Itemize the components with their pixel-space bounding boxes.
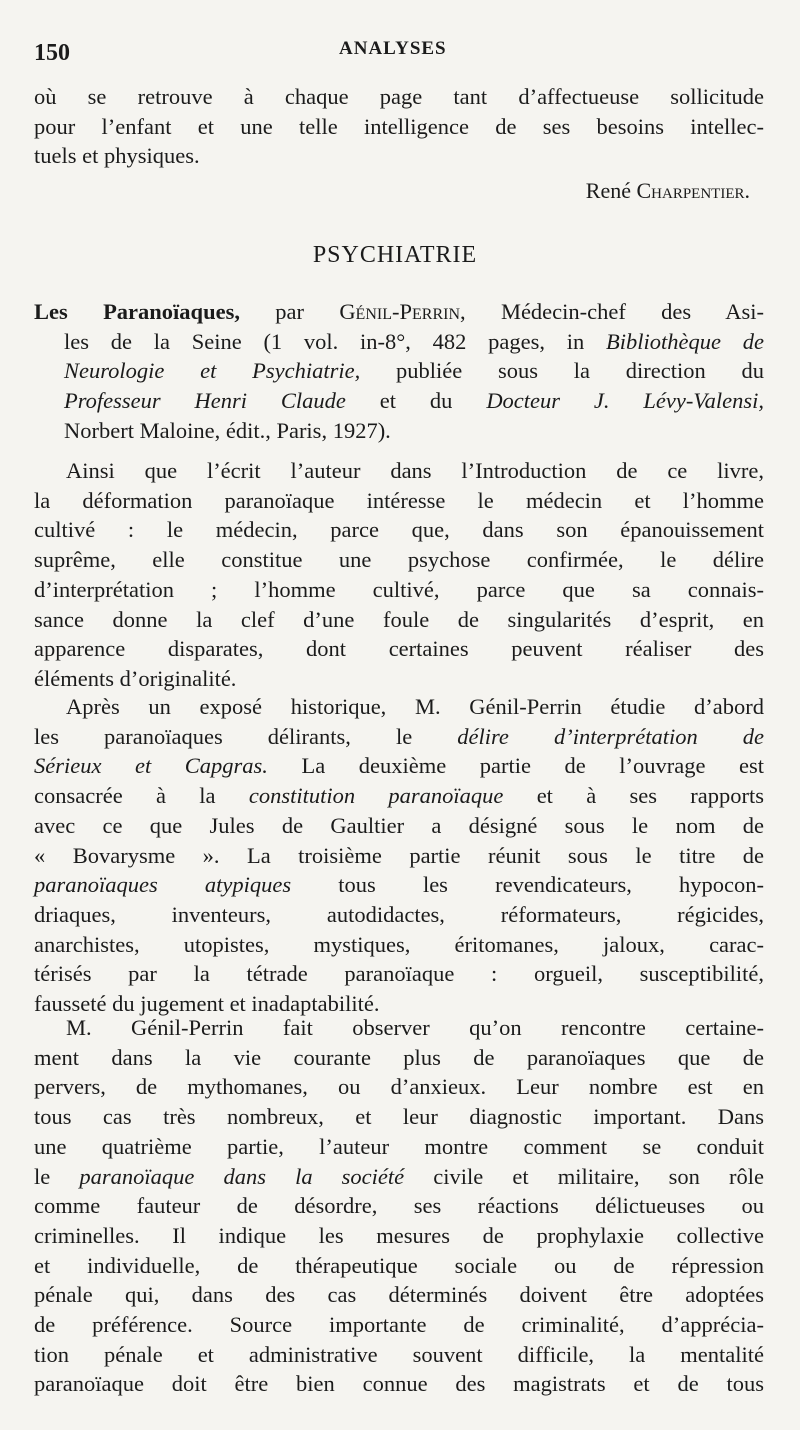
text-line: pénale qui, dans des cas déterminés doivent être adoptées [34, 1282, 764, 1308]
text-line: éléments d’originalité. [34, 665, 237, 691]
text-line: tous cas très nombreux, et leur diagnostic important. Dans [34, 1104, 764, 1130]
text-line: le paranoïaque dans la société civile et militaire, son rôle [34, 1163, 764, 1189]
text-line: « Bovarysme ». La troisième partie réunit sous le titre de [34, 842, 764, 868]
text-line: Les Paranoïaques, par Génil-Perrin, Médecin-chef des Asi- [34, 299, 764, 324]
text-line: sance donne la clef d’une foule de singularités d’esprit, en [34, 606, 764, 632]
doctor-name: Docteur J. Lévy-Valensi, [486, 388, 764, 414]
text-line: apparence disparates, dont certaines peuvent réaliser des [34, 636, 764, 662]
text-line: et individuelle, de thérapeutique sociale ou de répression [34, 1252, 764, 1278]
text-line: paranoïaques atypiques tous les revendicateurs, hypocon- [34, 872, 765, 898]
text-line: fausseté du jugement et inadaptabilité. [34, 991, 380, 1017]
text-line: les de la Seine (1 vol. in-8°, 482 pages, in Bibliothèque de [64, 328, 764, 354]
book-title: Les Paranoïaques, [34, 299, 240, 324]
section-title: PSYCHIATRIE [312, 242, 478, 268]
series-title-cont: Neurologie et Psychiatrie, [64, 358, 361, 384]
paragraph-3 [34, 1013, 764, 1399]
author-name: Génil-Perrin, [339, 299, 466, 324]
text-line: consacrée à la constitution paranoïaque et à ses rapports [34, 783, 765, 809]
text-line: les paranoïaques délirants, le délire d’interprétation de [34, 723, 764, 749]
text-line: tuels et physiques. [34, 143, 200, 169]
text-line: où se retrouve à chaque page tant d’affectueuse sollicitude [34, 84, 764, 109]
page-number: 150 [34, 40, 70, 66]
text-line: Ainsi que l’écrit l’auteur dans l’Introduction de ce livre, [66, 458, 764, 483]
running-head: ANALYSES [339, 38, 447, 59]
text-line: la déformation paranoïaque intéresse le médecin et l’homme [34, 487, 764, 513]
text-line: térisés par la tétrade paranoïaque : orgueil, susceptibilité, [34, 961, 764, 987]
text-line: pour l’enfant et une telle intelligence de ses besoins intellec- [34, 113, 764, 139]
page-header [34, 36, 760, 70]
text-line: une quatrième partie, l’auteur montre comment se conduit [34, 1133, 764, 1159]
text-line: Neurologie et Psychiatrie, publiée sous la direction du [64, 358, 764, 384]
text-line: criminelles. Il indique les mesures de prophylaxie collective [34, 1222, 764, 1248]
paragraph-1 [34, 456, 764, 694]
series-title: Bibliothèque de [606, 328, 764, 354]
text-line: de préférence. Source importante de criminalité, d’apprécia- [34, 1312, 764, 1338]
signature-last-name: Charpentier. [636, 178, 750, 203]
text-line: ment dans la vie courante plus de paranoïaques que de [34, 1044, 764, 1070]
text-line: Professeur Henri Claude et du Docteur J. Lévy-Valensi, [64, 388, 764, 414]
text-line: paranoïaque doit être bien connue des magistrats et de tous [34, 1371, 764, 1397]
text-line: pervers, de mythomanes, ou d’anxieux. Leur nombre est en [34, 1074, 764, 1100]
text-line: anarchistes, utopistes, mystiques, éritomanes, jaloux, carac- [34, 931, 764, 957]
text-line: suprême, elle constitue une psychose confirmée, le délire [34, 547, 764, 573]
intro-paragraph [34, 82, 764, 171]
text-line: Après un exposé historique, M. Génil-Perrin étudie d’abord [66, 694, 764, 719]
text-line: M. Génil-Perrin fait observer qu’on rencontre certaine- [66, 1015, 764, 1040]
signature-first-name: René [585, 178, 631, 203]
review-signature [586, 178, 750, 204]
text-line: cultivé : le médecin, parce que, dans son épanouissement [34, 517, 764, 543]
text-line: Sérieux et Capgras. La deuxième partie de l’ouvrage est [34, 753, 764, 779]
text-line: avec ce que Jules de Gaultier a désigné sous le nom de [34, 812, 764, 838]
text-line: tion pénale et administrative souvent difficile, la mentalité [34, 1341, 764, 1367]
book-reference [34, 297, 764, 446]
paragraph-2 [34, 692, 764, 1019]
professor-name: Professeur Henri Claude [64, 388, 346, 414]
text-line: comme fauteur de désordre, ses réactions délictueuses ou [34, 1193, 764, 1219]
text-line: d’interprétation ; l’homme cultivé, parce que sa connais- [34, 576, 764, 602]
text-line: driaques, inventeurs, autodidactes, réformateurs, régicides, [34, 901, 764, 927]
text-line: Norbert Maloine, édit., Paris, 1927). [64, 417, 391, 443]
